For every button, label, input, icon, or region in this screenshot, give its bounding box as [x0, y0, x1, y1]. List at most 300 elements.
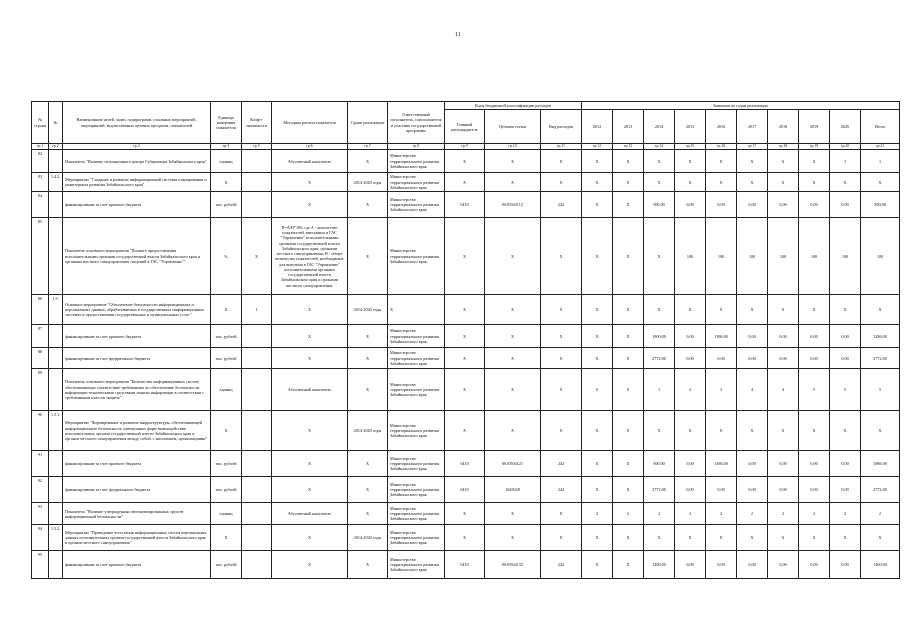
kbk-article-cell: Х: [485, 295, 541, 325]
header-year: 2014: [644, 110, 675, 144]
year-value-cell: Х: [737, 295, 768, 325]
year-value-cell: Х: [675, 525, 706, 551]
year-value-cell: 0,00: [675, 477, 706, 503]
year-value-cell: 0,00: [675, 451, 706, 477]
column-number-cell: гр.17: [737, 144, 768, 150]
year-value-cell: 1900,00: [644, 325, 675, 348]
kbk-admin-cell: Х: [445, 295, 485, 325]
kbk-article-cell: Х: [485, 173, 541, 192]
header-year: 2012: [582, 110, 613, 144]
row-number-cell: 84: [32, 192, 49, 218]
row-number-cell: 86: [32, 295, 49, 325]
row-number-cell: 93: [32, 503, 49, 525]
unit-cell: тыс. рублей: [211, 325, 242, 348]
year-value-cell: Х: [582, 173, 613, 192]
row-number-cell: 95: [32, 551, 49, 579]
year-value-cell: Х: [582, 477, 613, 503]
period-cell: 2014-2020 годы: [348, 295, 388, 325]
column-number-cell: гр.19: [799, 144, 830, 150]
kbk-admin-cell: Х: [445, 173, 485, 192]
item-number-cell: 1.5.2.: [49, 525, 63, 551]
unit-cell: Х: [211, 295, 242, 325]
column-number-cell: гр.2: [49, 144, 63, 150]
year-value-cell: 0,00: [799, 477, 830, 503]
total-value-cell: 1: [861, 150, 900, 173]
year-value-cell: Х: [706, 295, 737, 325]
year-value-cell: 0,00: [706, 551, 737, 579]
year-value-cell: 0: [582, 369, 613, 411]
kbk-admin-cell: Х: [445, 525, 485, 551]
year-value-cell: 2: [706, 503, 737, 525]
header-name: Наименование целей, задач, подпрограмм, основных мероприятий, мероприятий, ведомственных целевых программ, показателей: [63, 102, 211, 144]
year-value-cell: Х: [613, 411, 644, 451]
year-value-cell: Х: [830, 525, 861, 551]
table-row: [32, 503, 900, 525]
year-value-cell: Х: [675, 411, 706, 451]
period-cell: 2014-2020 годы: [348, 173, 388, 192]
header-year: 2016: [706, 110, 737, 144]
executor-cell: Министерство территориального развития Забайкальского края: [388, 525, 445, 551]
year-value-cell: 0,00: [675, 348, 706, 369]
header-budget-codes: Коды бюджетной классификации расходов: [445, 102, 582, 110]
method-cell: Абсолютный показатель: [272, 150, 348, 173]
year-value-cell: Х: [737, 411, 768, 451]
year-value-cell: 0,00: [675, 192, 706, 218]
program-table: [31, 101, 900, 579]
year-value-cell: Х: [613, 477, 644, 503]
table-row: [32, 325, 900, 348]
coef-cell: [242, 411, 272, 451]
header-year-total: Итого: [861, 110, 900, 144]
year-value-cell: Х: [613, 218, 644, 295]
table-row: [32, 551, 900, 579]
year-value-cell: Х: [644, 150, 675, 173]
column-number-cell: гр.18: [768, 144, 799, 150]
year-value-cell: 0,00: [799, 325, 830, 348]
kbk-article-cell: Х: [485, 411, 541, 451]
coef-cell: [242, 477, 272, 503]
year-value-cell: 2: [675, 369, 706, 411]
column-number-cell: гр.15: [675, 144, 706, 150]
kbk-expense-cell: Х: [541, 325, 582, 348]
year-value-cell: 0,00: [768, 477, 799, 503]
period-cell: Х: [348, 551, 388, 579]
kbk-admin-cell: Х: [445, 369, 485, 411]
item-number-cell: [49, 325, 63, 348]
year-value-cell: Х: [830, 295, 861, 325]
year-value-cell: 100: [830, 218, 861, 295]
year-value-cell: 0,00: [675, 325, 706, 348]
header-year: 2015: [675, 110, 706, 144]
table-row: [32, 295, 900, 325]
executor-cell: Х: [388, 295, 445, 325]
row-number-cell: 94: [32, 525, 49, 551]
method-cell: Абсолютный показатель: [272, 369, 348, 411]
header-kbk-expense: Вид расходов: [541, 110, 582, 144]
year-value-cell: Х: [706, 411, 737, 451]
period-cell: Х: [348, 325, 388, 348]
coef-cell: [242, 173, 272, 192]
name-cell: финансирование за счет федерального бюджета: [63, 348, 211, 369]
year-value-cell: Х: [799, 173, 830, 192]
method-cell: Х: [272, 192, 348, 218]
unit-cell: Х: [211, 525, 242, 551]
name-cell: финансирование за счет краевого бюджета: [63, 451, 211, 477]
year-value-cell: Х: [613, 325, 644, 348]
year-value-cell: Х: [799, 525, 830, 551]
year-value-cell: Х: [613, 173, 644, 192]
total-value-cell: 100: [861, 218, 900, 295]
year-value-cell: Х: [768, 411, 799, 451]
header-period: Сроки реализации: [348, 102, 388, 144]
column-number-cell: гр.21: [861, 144, 900, 150]
total-value-cell: Х: [861, 525, 900, 551]
method-cell: Х: [272, 325, 348, 348]
header-year: 2020: [830, 110, 861, 144]
item-number-cell: 1.4.2.: [49, 173, 63, 192]
executor-cell: Министерство территориального развития Забайкальского края: [388, 348, 445, 369]
column-number-cell: гр.4: [211, 144, 242, 150]
year-value-cell: Х: [582, 551, 613, 579]
header-kbk-article: Целевая статья: [485, 110, 541, 144]
total-value-cell: 3286,00: [861, 325, 900, 348]
page-number: 11: [455, 32, 461, 38]
year-value-cell: 0,00: [799, 451, 830, 477]
year-value-cell: 5: [799, 369, 830, 411]
executor-cell: Министерство территориального развития Забайкальского края: [388, 218, 445, 295]
table-row: [32, 173, 900, 192]
year-value-cell: 100: [737, 218, 768, 295]
year-value-cell: 0,00: [830, 551, 861, 579]
method-cell: Х: [272, 348, 348, 369]
year-value-cell: 0,00: [768, 551, 799, 579]
year-value-cell: 0,00: [768, 325, 799, 348]
column-number-cell: гр.12: [582, 144, 613, 150]
method-cell: Х: [272, 451, 348, 477]
row-number-cell: 90: [32, 411, 49, 451]
year-value-cell: Х: [613, 525, 644, 551]
kbk-admin-cell: 0410: [445, 477, 485, 503]
column-number-cell: гр.11: [541, 144, 582, 150]
total-value-cell: 1400,00: [861, 551, 900, 579]
kbk-article-cell: 0610504112: [485, 192, 541, 218]
column-number-cell: гр.6: [272, 144, 348, 150]
kbk-expense-cell: Х: [541, 173, 582, 192]
table-row: [32, 150, 900, 173]
item-number-cell: [49, 348, 63, 369]
column-number-cell: гр.3: [63, 144, 211, 150]
year-value-cell: 0,00: [799, 348, 830, 369]
item-number-cell: [49, 192, 63, 218]
year-value-cell: 0,00: [706, 348, 737, 369]
header-year: 2018: [768, 110, 799, 144]
year-value-cell: Х: [644, 411, 675, 451]
year-value-cell: Х: [613, 192, 644, 218]
period-cell: 2014-2020 годы: [348, 411, 388, 451]
year-value-cell: 2: [830, 503, 861, 525]
year-value-cell: 0,00: [768, 451, 799, 477]
year-value-cell: Х: [830, 411, 861, 451]
kbk-expense-cell: Х: [541, 503, 582, 525]
total-value-cell: 1886,00: [861, 451, 900, 477]
executor-cell: Министерство территориального развития Забайкальского края: [388, 369, 445, 411]
kbk-article-cell: 1045028: [485, 477, 541, 503]
year-value-cell: 0,00: [799, 551, 830, 579]
year-value-cell: 1: [644, 369, 675, 411]
kbk-admin-cell: Х: [445, 150, 485, 173]
column-number-cell: гр.8: [388, 144, 445, 150]
name-cell: Мероприятие "Создание и развитие информационной системы планирования и мониторинга развития Забайкальского края": [63, 173, 211, 192]
year-value-cell: 500,00: [644, 192, 675, 218]
kbk-expense-cell: 242: [541, 192, 582, 218]
year-value-cell: 0,00: [768, 348, 799, 369]
header-year: 2017: [737, 110, 768, 144]
year-value-cell: 0,00: [737, 451, 768, 477]
header-item-no: №: [49, 102, 63, 144]
year-value-cell: 4: [768, 369, 799, 411]
year-value-cell: 0,00: [706, 192, 737, 218]
year-value-cell: 0,00: [737, 325, 768, 348]
name-cell: финансирование за счет краевого бюджета: [63, 551, 211, 579]
year-value-cell: Х: [799, 150, 830, 173]
name-cell: финансирование за счет федерального бюджета: [63, 477, 211, 503]
column-number-cell: гр.10: [485, 144, 541, 150]
year-value-cell: Х: [582, 451, 613, 477]
kbk-expense-cell: Х: [541, 411, 582, 451]
name-cell: Мероприятие "Формирование и развитие инфраструктуры, обеспечивающей информационную безопасность электронных форм взаимодействия исполнительных органов государственной власти Забайкальского края и органов местного самоуправления между собой, с населением, организациями": [63, 411, 211, 451]
year-value-cell: Х: [644, 173, 675, 192]
unit-cell: Х: [211, 411, 242, 451]
unit-cell: тыс. рублей: [211, 551, 242, 579]
unit-cell: тыс. рублей: [211, 477, 242, 503]
year-value-cell: 2: [644, 503, 675, 525]
unit-cell: %: [211, 218, 242, 295]
year-value-cell: 0,00: [737, 348, 768, 369]
table-row: [32, 411, 900, 451]
coef-cell: [242, 525, 272, 551]
year-value-cell: 100: [799, 218, 830, 295]
kbk-article-cell: Х: [485, 525, 541, 551]
kbk-expense-cell: 242: [541, 551, 582, 579]
year-value-cell: 2: [799, 503, 830, 525]
year-value-cell: Х: [613, 150, 644, 173]
executor-cell: Министерство территориального развития Забайкальского края: [388, 411, 445, 451]
period-cell: Х: [348, 192, 388, 218]
total-value-cell: Х: [861, 295, 900, 325]
kbk-admin-cell: Х: [445, 411, 485, 451]
name-cell: финансирование за счет краевого бюджета: [63, 325, 211, 348]
year-value-cell: 100: [768, 218, 799, 295]
name-cell: Показатель основного мероприятия "Количество информационных систем, обеспечивающих соответствие требованиям по обеспечению безопасности информации техническими средствами защиты информации в соответствии с требованиями классов защиты": [63, 369, 211, 411]
total-value-cell: 2772,00: [861, 477, 900, 503]
header-year: 2013: [613, 110, 644, 144]
year-value-cell: 5: [830, 369, 861, 411]
kbk-article-cell: Х: [485, 218, 541, 295]
year-value-cell: 0,00: [830, 477, 861, 503]
coef-cell: 1: [242, 295, 272, 325]
year-value-cell: 0,00: [830, 325, 861, 348]
year-value-cell: Х: [830, 173, 861, 192]
kbk-admin-cell: 0410: [445, 192, 485, 218]
header-kbk-admin: Главный распорядитель: [445, 110, 485, 144]
period-cell: Х: [348, 369, 388, 411]
method-cell: Х: [272, 411, 348, 451]
method-cell: Х: [272, 551, 348, 579]
row-number-cell: 82: [32, 150, 49, 173]
coef-cell: [242, 348, 272, 369]
year-value-cell: 1: [830, 150, 861, 173]
table-row: [32, 451, 900, 477]
header-year: 2019: [799, 110, 830, 144]
table-row: [32, 218, 900, 295]
year-value-cell: Х: [582, 295, 613, 325]
year-value-cell: 1400,00: [644, 551, 675, 579]
year-value-cell: 0,00: [830, 192, 861, 218]
year-value-cell: Х: [582, 218, 613, 295]
year-value-cell: Х: [613, 348, 644, 369]
total-value-cell: Х: [861, 411, 900, 451]
kbk-expense-cell: 242: [541, 477, 582, 503]
year-value-cell: Х: [737, 173, 768, 192]
coef-cell: [242, 150, 272, 173]
name-cell: Показатель "Наличие утвержденных автоматизированных средств информационной безопасности": [63, 503, 211, 525]
method-cell: Абсолютный показатель: [272, 503, 348, 525]
coef-cell: [242, 192, 272, 218]
method-cell: Х: [272, 173, 348, 192]
table-row: [32, 525, 900, 551]
executor-cell: Министерство территориального развития Забайкальского края: [388, 451, 445, 477]
executor-cell: Министерство территориального развития Забайкальского края: [388, 503, 445, 525]
kbk-expense-cell: Х: [541, 150, 582, 173]
row-number-cell: 92: [32, 477, 49, 503]
executor-cell: Министерство территориального развития Забайкальского края: [388, 150, 445, 173]
name-cell: финансирование за счет краевого бюджета: [63, 192, 211, 218]
year-value-cell: Х: [582, 192, 613, 218]
method-cell: Х: [272, 477, 348, 503]
kbk-expense-cell: Х: [541, 369, 582, 411]
coef-cell: Х: [242, 218, 272, 295]
year-value-cell: 0,00: [830, 451, 861, 477]
year-value-cell: Х: [799, 295, 830, 325]
table-body: [32, 150, 900, 579]
column-number-cell: гр.1: [32, 144, 49, 150]
year-value-cell: Х: [613, 295, 644, 325]
kbk-expense-cell: Х: [541, 218, 582, 295]
column-number-cell: гр.20: [830, 144, 861, 150]
year-value-cell: Х: [582, 150, 613, 173]
year-value-cell: 2: [582, 503, 613, 525]
year-value-cell: 4: [737, 369, 768, 411]
kbk-expense-cell: Х: [541, 295, 582, 325]
unit-cell: единиц: [211, 503, 242, 525]
name-cell: Показатель основного мероприятия "Полнота предоставления исполнительными органами государственной власти Забайкальского края и органами местного самоуправления сведений в ГАС "Управление"": [63, 218, 211, 295]
kbk-expense-cell: 242: [541, 451, 582, 477]
year-value-cell: Х: [768, 150, 799, 173]
year-value-cell: 2772,00: [644, 477, 675, 503]
year-value-cell: Х: [675, 173, 706, 192]
header-coef: Коэф-т значимости: [242, 102, 272, 144]
year-value-cell: Х: [768, 525, 799, 551]
column-number-cell: гр.14: [644, 144, 675, 150]
header-values-by-year: Значения по годам реализации: [582, 102, 900, 110]
table-row: [32, 369, 900, 411]
year-value-cell: Х: [706, 150, 737, 173]
item-number-cell: [49, 218, 63, 295]
year-value-cell: 1386,00: [706, 451, 737, 477]
year-value-cell: Х: [582, 325, 613, 348]
item-number-cell: [49, 369, 63, 411]
item-number-cell: [49, 503, 63, 525]
name-cell: Мероприятие "Проведение аттестации информационных систем персональных данных исполнительных органов государственной власти Забайкальского края и органов местного самоуправления": [63, 525, 211, 551]
executor-cell: Министерство территориального развития Забайкальского края: [388, 192, 445, 218]
coef-cell: [242, 369, 272, 411]
kbk-article-cell: Х: [485, 150, 541, 173]
year-value-cell: Х: [706, 525, 737, 551]
executor-cell: Министерство территориального развития Забайкальского края: [388, 325, 445, 348]
year-value-cell: Х: [737, 525, 768, 551]
row-number-cell: 91: [32, 451, 49, 477]
year-value-cell: Х: [613, 551, 644, 579]
coef-cell: [242, 503, 272, 525]
period-cell: Х: [348, 218, 388, 295]
period-cell: Х: [348, 451, 388, 477]
total-value-cell: 500,00: [861, 192, 900, 218]
year-value-cell: 0,00: [675, 551, 706, 579]
total-value-cell: 5: [861, 369, 900, 411]
year-value-cell: Х: [582, 348, 613, 369]
year-value-cell: 0,00: [737, 477, 768, 503]
item-number-cell: [49, 451, 63, 477]
kbk-article-cell: 0610504121: [485, 451, 541, 477]
year-value-cell: 100: [675, 218, 706, 295]
year-value-cell: 2772,00: [644, 348, 675, 369]
kbk-article-cell: Х: [485, 348, 541, 369]
period-cell: 2014-2020 годы: [348, 525, 388, 551]
coef-cell: [242, 551, 272, 579]
coef-cell: [242, 451, 272, 477]
kbk-admin-cell: Х: [445, 503, 485, 525]
row-number-cell: 87: [32, 325, 49, 348]
table-row: [32, 477, 900, 503]
year-value-cell: 100: [706, 218, 737, 295]
year-value-cell: 500,00: [644, 451, 675, 477]
item-number-cell: [49, 477, 63, 503]
executor-cell: Министерство территориального развития Забайкальского края: [388, 551, 445, 579]
year-value-cell: Х: [582, 411, 613, 451]
year-value-cell: 1386,00: [706, 325, 737, 348]
unit-cell: единиц: [211, 150, 242, 173]
period-cell: Х: [348, 348, 388, 369]
column-number-cell: гр.5: [242, 144, 272, 150]
year-value-cell: 0,00: [830, 348, 861, 369]
year-value-cell: Х: [768, 173, 799, 192]
item-number-cell: [49, 150, 63, 173]
total-value-cell: Х: [861, 173, 900, 192]
item-number-cell: 1.5.: [49, 295, 63, 325]
year-value-cell: 3: [706, 369, 737, 411]
unit-cell: тыс. рублей: [211, 451, 242, 477]
year-value-cell: 2: [768, 503, 799, 525]
year-value-cell: Х: [582, 525, 613, 551]
item-number-cell: [49, 551, 63, 579]
year-value-cell: Х: [675, 150, 706, 173]
column-number-cell: гр.16: [706, 144, 737, 150]
kbk-article-cell: Х: [485, 503, 541, 525]
year-value-cell: 2: [613, 503, 644, 525]
year-value-cell: 0,00: [706, 477, 737, 503]
name-cell: Показатель "Наличие ситуационного центра Губернатора Забайкальского края": [63, 150, 211, 173]
year-value-cell: Х: [768, 295, 799, 325]
